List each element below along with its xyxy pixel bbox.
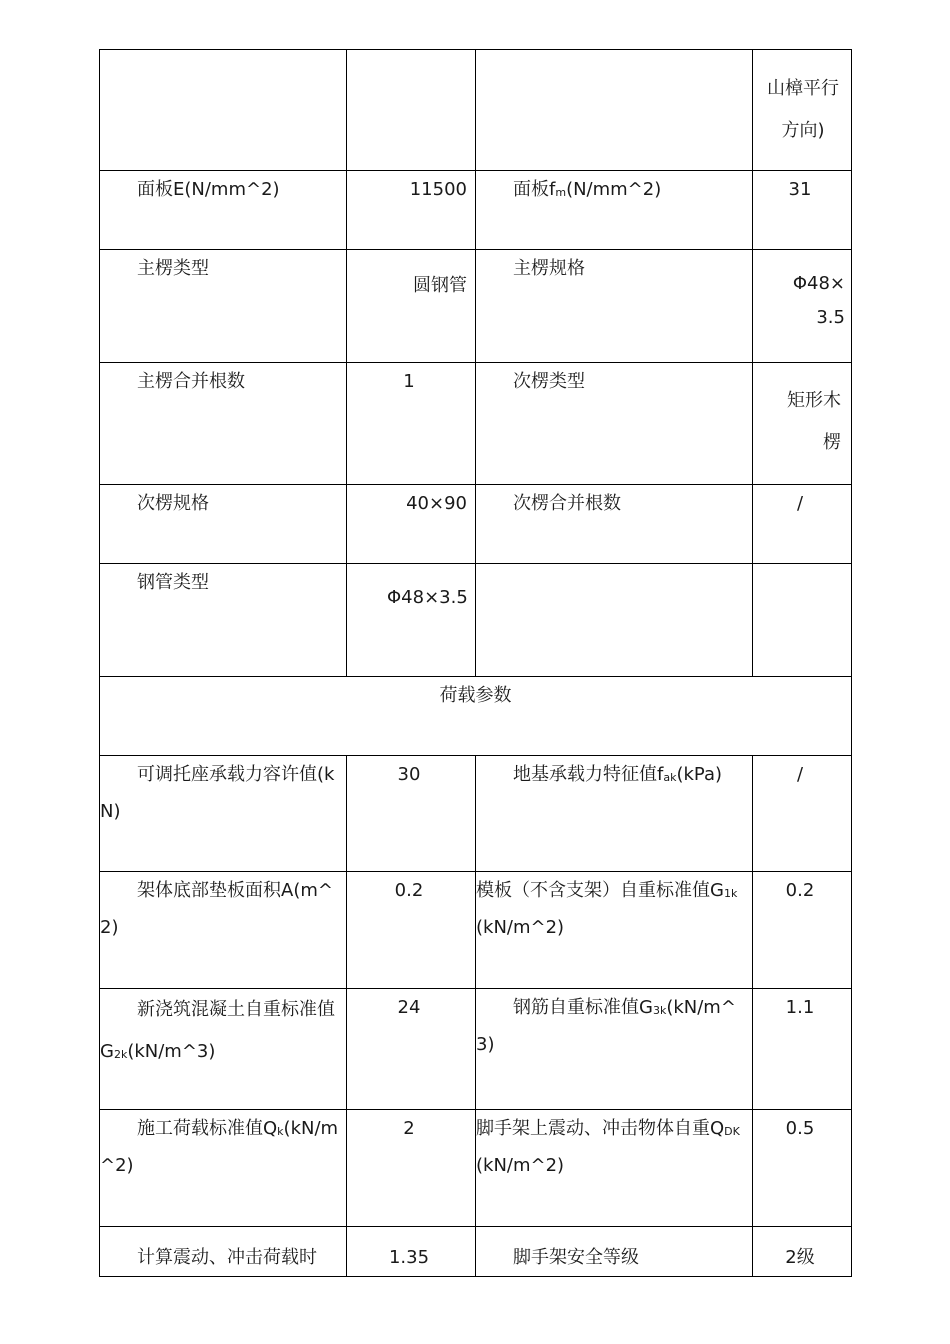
table-row [100,50,852,171]
cell-value [347,50,476,171]
cell-label: 架体底部垫板面积A(m^2) [100,872,347,989]
cell-label: 主楞规格 [476,250,753,363]
cell-label: 钢筋自重标准值$G_{3k}(kN/m\^{}3)$ [476,989,753,1110]
cell-value: 0.2 [753,872,852,989]
cell-label: 主楞合并根数 [100,363,347,485]
cell-label: 脚手架安全等级 [476,1227,753,1277]
cell-label: 钢管类型 [100,564,347,677]
cell-value: 1.1 [753,989,852,1110]
cell-label: 可调托座承载力容许值(kN) [100,756,347,872]
section-title: 荷载参数 [100,677,852,756]
cell-label: 地基承载力特征值$f_{ak}(kPa)$ [476,756,753,872]
cell-value: 11500 [347,171,476,250]
table-row [100,756,852,872]
cell-value: 0.5 [753,1110,852,1227]
table-row [100,485,852,564]
cell-label: 次楞规格 [100,485,347,564]
cell-label [476,564,753,677]
cell-label: 次楞类型 [476,363,753,485]
cell-value: 24 [347,989,476,1110]
cell-value: 1 [347,363,476,485]
cell-label: 脚手架上震动、冲击物体自重$Q_{DK}(kN/m\^{}2)$ [476,1110,753,1227]
table-row [100,989,852,1110]
cell-label [476,50,753,171]
parameters-table [99,49,852,1277]
cell-value: 2 [347,1110,476,1227]
cell-label: 施工荷载标准值$Q_k(kN/m\^{}2)$ [100,1110,347,1227]
cell-value: 40×90 [347,485,476,564]
cell-value: 2级 [753,1227,852,1277]
table-row [100,1110,852,1227]
table-row [100,564,852,677]
cell-value: 31 [753,171,852,250]
cell-value: 山樟平行方向) [753,50,852,171]
table-row [100,1227,852,1277]
cell-value: 0.2 [347,872,476,989]
cell-label: 次楞合并根数 [476,485,753,564]
cell-value [753,564,852,677]
table-row [100,250,852,363]
section-row [100,677,852,756]
table-row [100,872,852,989]
table-row [100,363,852,485]
cell-label: 面板E(N/mm^2) [100,171,347,250]
cell-label: 面板$f_m(N/mm\^{}2)$ [476,171,753,250]
cell-value: / [753,485,852,564]
cell-value: 圆钢管 [347,250,476,363]
cell-label: 主楞类型 [100,250,347,363]
cell-label [100,50,347,171]
cell-label: 计算震动、冲击荷载时 [100,1227,347,1277]
table-row [100,171,852,250]
cell-value: 30 [347,756,476,872]
cell-value: 矩形木楞 [753,363,852,485]
cell-value: 1.35 [347,1227,476,1277]
cell-value: Φ48×3.5 [753,250,852,363]
cell-value: Φ48×3.5 [347,564,476,677]
cell-label: 新浇筑混凝土自重标准值$G_{2k}(kN/m\^{}3)$ [100,989,347,1110]
cell-value: / [753,756,852,872]
cell-label: 模板（不含支架）自重标准值$G_{1k}(kN/m\^{}2)$ [476,872,753,989]
